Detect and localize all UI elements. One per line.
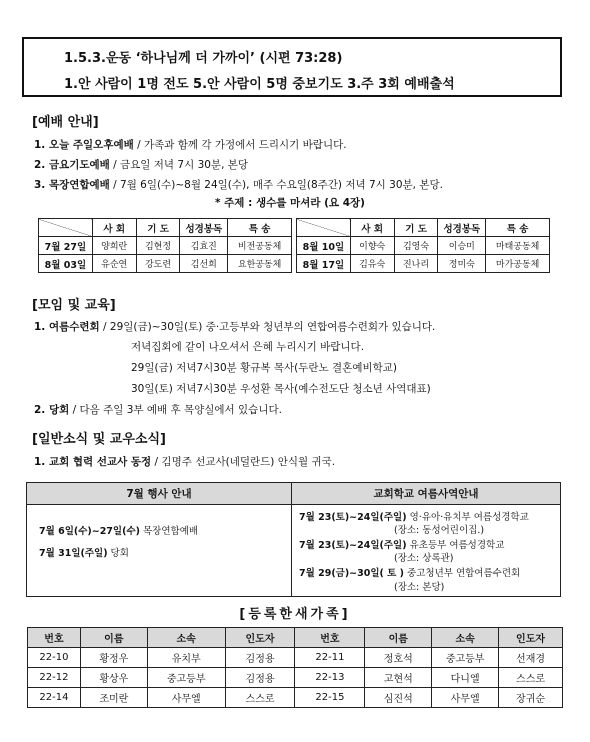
table-row: [28, 688, 563, 708]
newfam-header: 번호: [295, 628, 365, 648]
table-cell: 정호석: [365, 648, 432, 668]
duty-cell: 이승미: [438, 237, 486, 255]
news-heading: [일반소식 및 교우소식]: [32, 432, 166, 447]
event-item: [39, 523, 198, 537]
school-event-item: [299, 537, 504, 551]
worship-item-1-label: 1. 오늘 주일오후예배: [34, 139, 134, 151]
school-event-place: (장소: 동성어린이집.): [394, 525, 485, 536]
duty-cell: 요한공동체: [228, 255, 292, 273]
duty-cell: 비전공동체: [228, 237, 292, 255]
event-date: 7월 6일(수)~27일(수): [39, 526, 140, 537]
events-right-title: 교회학교 여름사역안내: [292, 483, 560, 505]
edu-item-1-line-4: 30일(토) 저녁7시30분 우성환 목사(예수전도단 청소년 사역대표): [131, 383, 431, 395]
duty-header: 성경봉독: [180, 219, 228, 237]
worship-item-3-label: 3. 목장연합예배: [34, 179, 110, 191]
duty-cell: 유순연: [92, 255, 136, 273]
table-cell: 장귀순: [499, 688, 563, 708]
worship-item-2-text: / 금요일 저녁 7시 30분, 본당: [109, 159, 249, 171]
news-item-1-label: 1. 교회 협력 선교사 동정: [34, 456, 152, 468]
duty-cell: 김유숙: [350, 255, 394, 273]
duty-cell: 김영숙: [394, 237, 438, 255]
table-cell: 중고등부: [147, 668, 225, 688]
news-item-1: [34, 454, 335, 469]
worship-item-2-label: 2. 금요기도예배: [34, 159, 110, 171]
worship-item-1-text: / 가족과 함께 각 가정에서 드리시기 바랍니다.: [133, 139, 347, 151]
table-cell: 선재경: [499, 648, 563, 668]
duty-cell: 진나리: [394, 255, 438, 273]
duty-header: 사 회: [92, 219, 136, 237]
worship-theme: * 주제 : 생수를 마셔라 (요 4장): [215, 197, 365, 209]
event-text: 목장연합예배: [139, 526, 199, 537]
table-cell: 황상우: [80, 668, 147, 688]
duty-cell: 양희란: [92, 237, 136, 255]
table-row: [28, 648, 563, 668]
duty-date: 8월 03일: [39, 255, 93, 273]
table-cell: 황정우: [80, 648, 147, 668]
edu-item-1-line-2: 저녁집회에 같이 나오셔서 은혜 누리시기 바랍니다.: [131, 341, 365, 353]
worship-item-3: [34, 177, 443, 192]
newfam-header: 소속: [432, 628, 499, 648]
duty-row: [297, 255, 550, 273]
title-banner: [22, 37, 562, 97]
newfam-title: [등록한새가족]: [239, 607, 351, 622]
duty-row: [39, 255, 292, 273]
duty-cell: 강도련: [136, 255, 180, 273]
newfam-header: 번호: [28, 628, 81, 648]
table-cell: 스스로: [499, 668, 563, 688]
duty-date: 8월 17일: [297, 255, 351, 273]
table-cell: 22-13: [295, 668, 365, 688]
worship-heading: [예배 안내]: [32, 115, 99, 130]
duty-corner: [297, 219, 351, 237]
duty-cell: 정미숙: [438, 255, 486, 273]
duty-header: 기 도: [394, 219, 438, 237]
event-item: [39, 545, 129, 559]
table-cell: 22-10: [28, 648, 81, 668]
school-event-date: 7월 23(토)~24일(주일): [299, 540, 407, 551]
school-event-item: [299, 509, 529, 523]
event-date: 7월 31일(주일): [39, 548, 108, 559]
duty-date: 8월 10일: [297, 237, 351, 255]
table-cell: 22-15: [295, 688, 365, 708]
newfam-table: [27, 627, 563, 708]
table-cell: 22-11: [295, 648, 365, 668]
table-cell: 다니엘: [432, 668, 499, 688]
school-event-text: 영·유아·유치부 여름성경학교: [406, 512, 529, 523]
table-cell: 김정용: [225, 668, 295, 688]
edu-item-1-label: 1. 여름수련회: [34, 321, 100, 333]
newfam-header: 인도자: [225, 628, 295, 648]
duty-cell: 마태공동체: [486, 237, 550, 255]
events-left-title: 7월 행사 안내: [27, 483, 291, 505]
duty-cell: 김현정: [136, 237, 180, 255]
event-text: 당회: [107, 548, 129, 559]
banner-line-1: 1.5.3.운동 ‘하나님께 더 가까이’ (시편 73:28): [64, 51, 343, 66]
edu-item-2: [34, 402, 282, 417]
duty-header: 사 회: [350, 219, 394, 237]
school-event-text: 중고청년부 연합여름수련회: [404, 568, 521, 579]
duty-header: 특 송: [228, 219, 292, 237]
table-cell: 22-12: [28, 668, 81, 688]
edu-item-1-text: / 29일(금)~30일(토) 중·고등부와 청년부의 연합여름수련회가 있습니다.: [99, 321, 436, 333]
table-cell: 사무엘: [432, 688, 499, 708]
table-cell: 사무엘: [147, 688, 225, 708]
duty-date: 7월 27일: [39, 237, 93, 255]
table-cell: 김정용: [225, 648, 295, 668]
newfam-header: 이름: [365, 628, 432, 648]
duty-table-right: [296, 218, 550, 273]
newfam-header: 인도자: [499, 628, 563, 648]
events-box: [26, 482, 561, 597]
edu-item-2-label: 2. 당회: [34, 404, 70, 416]
duty-header: 특 송: [486, 219, 550, 237]
duty-row: [297, 237, 550, 255]
duty-header: 기 도: [136, 219, 180, 237]
news-item-1-text: / 김명주 선교사(네덜란드) 안식월 귀국.: [151, 456, 336, 468]
table-cell: 심진석: [365, 688, 432, 708]
table-cell: 조미란: [80, 688, 147, 708]
table-cell: 22-14: [28, 688, 81, 708]
duty-cell: 마가공동체: [486, 255, 550, 273]
worship-item-2: [34, 157, 248, 172]
school-event-place: (장소: 본당): [394, 582, 445, 593]
newfam-header: 소속: [147, 628, 225, 648]
table-row: [28, 668, 563, 688]
edu-item-2-text: / 다음 주일 3부 예배 후 목양실에서 있습니다.: [69, 404, 282, 416]
table-cell: 고현석: [365, 668, 432, 688]
duty-header: 성경봉독: [438, 219, 486, 237]
worship-item-1: [34, 137, 347, 152]
duty-row: [39, 237, 292, 255]
edu-item-1: [34, 319, 435, 334]
school-event-item: [299, 565, 520, 579]
newfam-header: 이름: [80, 628, 147, 648]
edu-heading: [모임 및 교육]: [32, 298, 116, 313]
school-event-place: (장소: 상록관): [394, 553, 454, 564]
school-event-date: 7월 29(금)~30일( 토 ): [299, 568, 405, 579]
duty-corner: [39, 219, 93, 237]
duty-cell: 김효진: [180, 237, 228, 255]
table-cell: 중고등부: [432, 648, 499, 668]
table-cell: 스스로: [225, 688, 295, 708]
edu-item-1-line-3: 29일(금) 저녁7시30분 황규복 목사(두란노 결혼예비학교): [131, 362, 397, 374]
school-event-text: 유초등부 여름성경학교: [406, 540, 505, 551]
duty-cell: 이향숙: [350, 237, 394, 255]
events-divider: [291, 483, 292, 596]
banner-line-2: 1.안 사람이 1명 전도 5.안 사람이 5명 중보기도 3.주 3회 예배출석: [64, 77, 455, 92]
duty-table-left: [38, 218, 292, 273]
school-event-date: 7월 23(토)~24일(주일): [299, 512, 407, 523]
table-cell: 유치부: [147, 648, 225, 668]
worship-item-3-text: / 7월 6일(수)~8월 24일(수), 매주 수요일(8주간) 저녁 7시 30분, 본당.: [109, 179, 443, 191]
duty-cell: 김선희: [180, 255, 228, 273]
